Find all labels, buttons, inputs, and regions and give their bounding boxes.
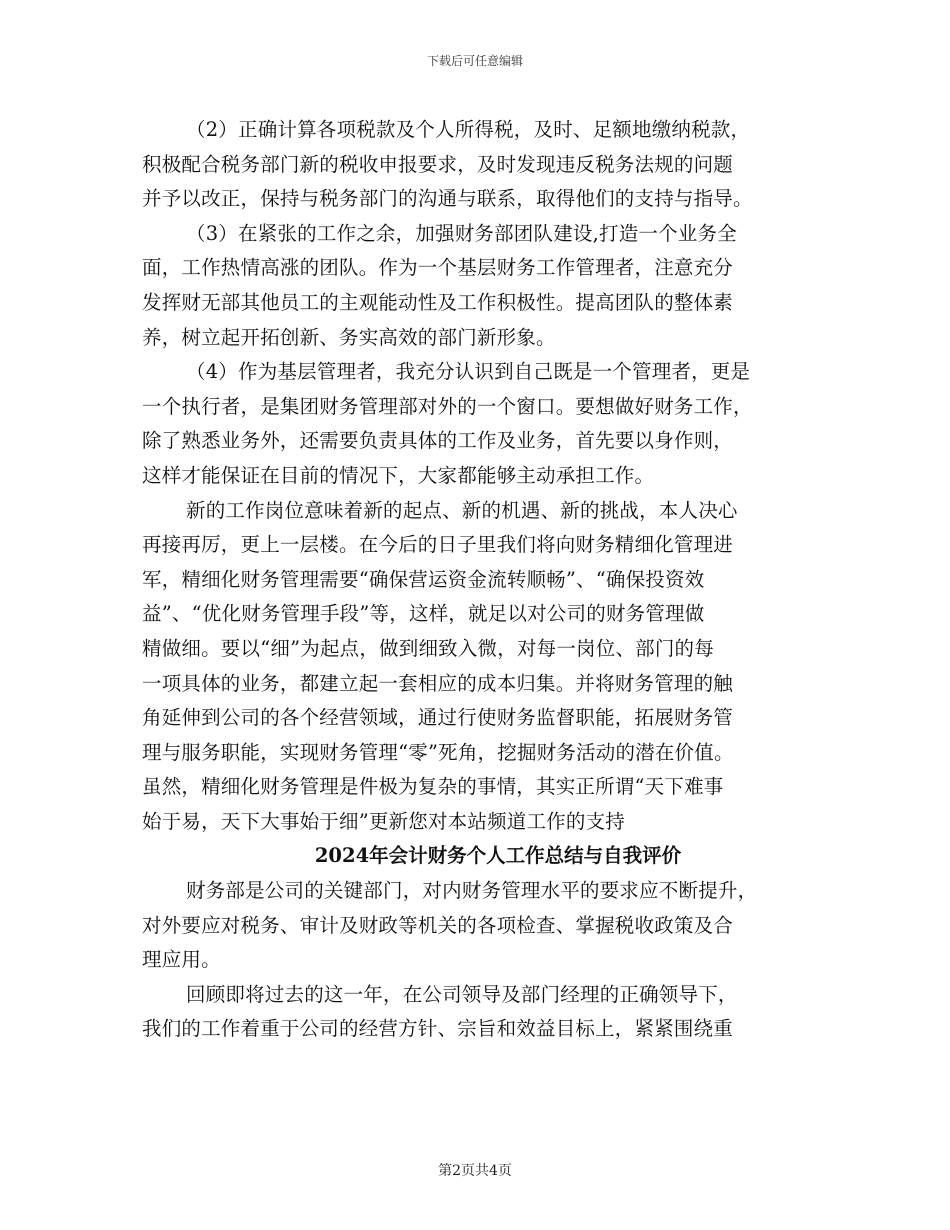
- body-line: 面，工作热情高涨的团队。作为一个基层财务工作管理者，注意充分: [142, 256, 734, 280]
- body-line: 理与服务职能，实现财务管理“零”死角，挖掘财务活动的潜在价值。: [142, 740, 734, 764]
- body-line: 养，树立起开拓创新、务实高效的部门新形象。: [142, 325, 556, 349]
- body-line: 角延伸到公司的各个经营领域，通过行使财务监督职能，拓展财务管: [142, 706, 734, 730]
- body-line: 我们的工作着重于公司的经营方针、宗旨和效益目标上，紧紧围绕重: [142, 1017, 734, 1041]
- body-line: （4）作为基层管理者，我充分认识到自己既是一个管理者，更是: [186, 360, 751, 384]
- page-footer: 第2页共4页: [438, 1163, 512, 1179]
- body-line: 除了熟悉业务外，还需要负责具体的工作及业务，首先要以身作则，: [142, 429, 734, 453]
- body-line: 并予以改正，保持与税务部门的沟通与联系，取得他们的支持与指导。: [142, 187, 753, 211]
- body-line: 虽然，精细化财务管理是件极为复杂的事情，其实正所谓“天下难事: [142, 775, 724, 799]
- body-line: 对外要应对税务、审计及财政等机关的各项检查、掌握税收政策及合: [142, 913, 734, 937]
- section-title: 2024年会计财务个人工作总结与自我评价: [314, 844, 682, 868]
- body-line: 始于易，天下大事始于细”更新您对本站频道工作的支持: [142, 809, 625, 833]
- page-header: 下载后可任意编辑: [426, 54, 523, 68]
- body-line: 一项具体的业务，都建立起一套相应的成本归集。并将财务管理的触: [142, 671, 734, 695]
- body-line: （2）正确计算各项税款及个人所得税，及时、足额地缴纳税款，: [186, 118, 751, 141]
- body-line: 积极配合税务部门新的税收申报要求，及时发现违反税务法规的问题: [142, 152, 734, 176]
- body-line: 新的工作岗位意味着新的起点、新的机遇、新的挑战，本人决心: [186, 498, 738, 522]
- body-line: 军，精细化财务管理需要“确保营运资金流转顺畅”、“确保投资效: [142, 567, 705, 591]
- body-line: 再接再厉，更上一层楼。在今后的日子里我们将向财务精细化管理进: [142, 533, 734, 557]
- body-line: 一个执行者，是集团财务管理部对外的一个窗口。要想做好财务工作，: [142, 394, 753, 418]
- body-line: 益”、“优化财务管理手段”等，这样，就足以对公司的财务管理做: [142, 602, 705, 626]
- body-line: 这样才能保证在目前的情况下，大家都能够主动承担工作。: [142, 463, 655, 487]
- body-line: 回顾即将过去的这一年，在公司领导及部门经理的正确领导下，: [186, 982, 738, 1006]
- body-line: 精做细。要以“细”为起点，做到细致入微，对每一岗位、部门的每: [142, 636, 714, 660]
- body-line: 理应用。: [142, 948, 221, 972]
- document-body: [142, 113, 810, 1047]
- body-line: 财务部是公司的关键部门，对内财务管理水平的要求应不断提升，: [186, 879, 758, 903]
- body-line: （3）在紧张的工作之余，加强财务部团队建设,打造一个业务全: [186, 221, 737, 245]
- body-line: 发挥财无部其他员工的主观能动性及工作积极性。提高团队的整体素: [142, 290, 734, 314]
